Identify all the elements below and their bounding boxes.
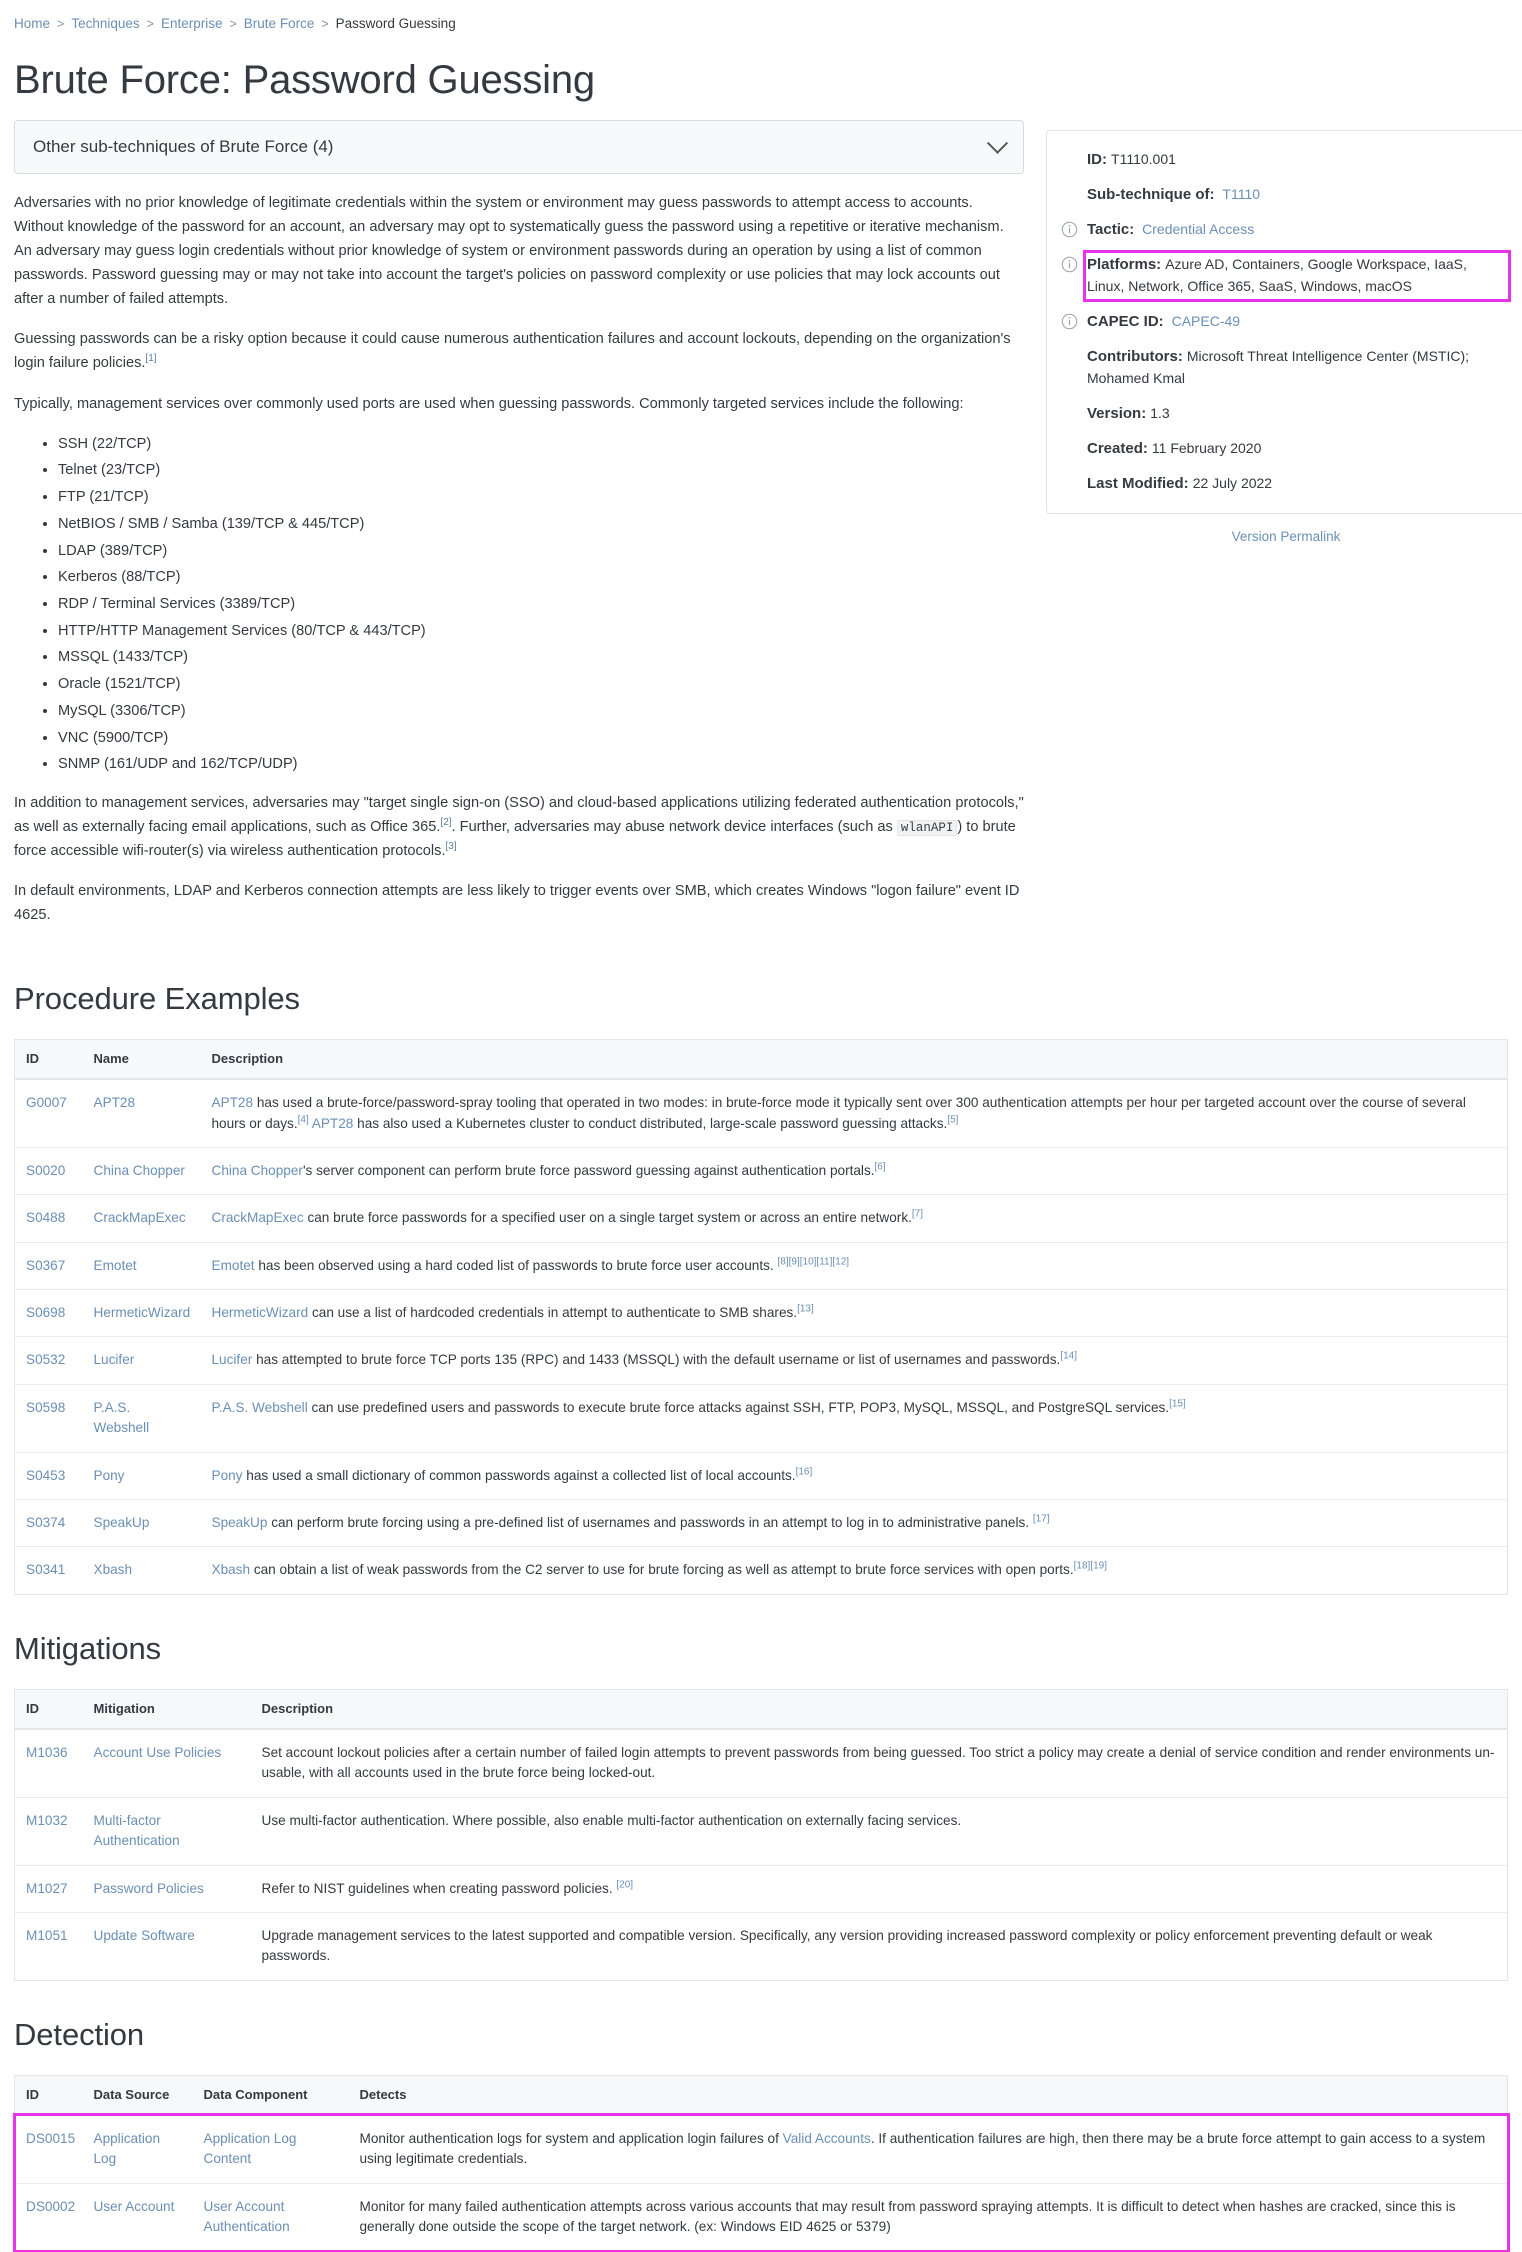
list-item: • Kerberos (88/TCP): [58, 567, 1024, 588]
cell-name: [83, 1290, 201, 1337]
list-item: • MSSQL (1433/TCP): [58, 647, 1024, 668]
page-title: Brute Force: Password Guessing: [14, 57, 595, 102]
inline-link[interactable]: HermeticWizard: [211, 1305, 309, 1321]
chevron-down-icon: [987, 132, 1008, 153]
citation-ref[interactable]: [7]: [911, 1208, 924, 1220]
description-text: has also used a Kubernetes cluster to conduct distributed, large-scale password guessing attacks.: [353, 1115, 948, 1131]
version-label: Version:: [1087, 405, 1147, 423]
contributors-value: Microsoft Threat Intelligence Center (MSTIC); Mohamed Kmal: [1087, 348, 1470, 387]
cell-id: [15, 1500, 83, 1547]
inline-link[interactable]: Lucifer: [211, 1352, 253, 1368]
description-paragraph-4-a: In addition to management services, adversaries may "target single sign-on (SSO) and cloud-based applications utilizing federated authentication protocols," as well as externally facing email applications, such as Office 365.: [14, 795, 1024, 835]
citation-ref[interactable]: [18][19]: [1073, 1560, 1107, 1572]
description-paragraph-3: Typically, management services over commonly used ports are used when guessing passwords. Commonly targeted services include the following:: [14, 395, 964, 412]
procedure-name-link[interactable]: SpeakUp: [93, 1515, 150, 1531]
platforms-value: Azure AD, Containers, Google Workspace, IaaS, Linux, Network, Office 365, SaaS, Windows, macOS: [1087, 256, 1467, 295]
cell-data-source: [83, 2115, 193, 2183]
main-content: [14, 120, 1024, 945]
inline-link[interactable]: CrackMapExec: [211, 1210, 304, 1226]
list-item: • LDAP (389/TCP): [58, 541, 1024, 562]
column-header-id: ID: [15, 2075, 83, 2115]
cell-name: [83, 1729, 251, 1797]
cell-name: [83, 1912, 251, 1980]
platforms-label: Platforms:: [1087, 256, 1162, 274]
table-row: [15, 1290, 1508, 1337]
cell-id: [15, 1452, 83, 1499]
id-value: T1110.001: [1111, 151, 1176, 168]
cell-description: [251, 1865, 1508, 1912]
cell-description: [201, 1079, 1508, 1147]
procedure-id-link[interactable]: S0367: [26, 1257, 66, 1273]
column-header-id: ID: [15, 1040, 83, 1080]
description-text: 's server component can perform brute force password guessing against authentication portals.: [302, 1162, 875, 1178]
cell-description: [201, 1547, 1508, 1594]
cell-id: [15, 1865, 83, 1912]
cell-description: [201, 1452, 1508, 1499]
table-row: [15, 1547, 1508, 1594]
table-row: [15, 1912, 1508, 1980]
citation-ref[interactable]: [1]: [145, 353, 157, 365]
citation-ref[interactable]: [2]: [440, 816, 452, 828]
list-item: • MySQL (3306/TCP): [58, 701, 1024, 722]
cell-data-source: [83, 2183, 193, 2251]
procedure-id-link[interactable]: S0698: [26, 1305, 66, 1321]
capec-link[interactable]: CAPEC-49: [1171, 313, 1241, 330]
info-row-platforms: [1061, 254, 1507, 298]
citation-ref[interactable]: [13]: [797, 1303, 814, 1315]
info-row-id: [1061, 149, 1507, 171]
procedure-id-link[interactable]: S0598: [26, 1399, 66, 1415]
table-row: [15, 1452, 1508, 1499]
breadcrumb-separator: >: [57, 16, 65, 31]
cell-description: [201, 1195, 1508, 1242]
subtechnique-of-label: Sub-technique of:: [1087, 186, 1215, 204]
datasource-link[interactable]: User Account: [93, 2198, 175, 2214]
table-row: [15, 2183, 1508, 2251]
column-header-name: Name: [83, 1040, 201, 1080]
cell-id: [15, 2183, 83, 2251]
citation-ref[interactable]: [8][9][10][11][12]: [777, 1256, 850, 1268]
mitigation-name-link[interactable]: Password Policies: [93, 1880, 204, 1896]
cell-detects: [349, 2115, 1508, 2183]
cell-description: [201, 1337, 1508, 1384]
description-text: can brute force passwords for a specified user on a single target system or across an entire network.: [303, 1210, 912, 1226]
spacer: [1061, 438, 1087, 440]
procedure-name-link[interactable]: Pony: [93, 1467, 125, 1483]
procedure-name-link[interactable]: HermeticWizard: [93, 1305, 191, 1321]
tactic-label: Tactic:: [1087, 221, 1135, 239]
detection-table: [14, 2075, 1508, 2252]
citation-ref[interactable]: [15]: [1169, 1398, 1186, 1410]
cell-name: [83, 1147, 201, 1194]
cell-name: [83, 1079, 201, 1147]
procedure-id-link[interactable]: S0374: [26, 1515, 66, 1531]
mitigation-name-link[interactable]: Multi-factor Authentication: [93, 1812, 180, 1849]
mitigations-table: [14, 1689, 1508, 1981]
list-item: • Oracle (1521/TCP): [58, 674, 1024, 695]
created-label: Created:: [1087, 440, 1148, 458]
spacer: [1061, 149, 1087, 151]
table-row: [15, 1147, 1508, 1194]
contributors-label: Contributors:: [1087, 348, 1183, 366]
spacer: [1061, 473, 1087, 475]
info-row-capec: [1061, 311, 1507, 333]
description-text: Set account lockout policies after a certain number of failed login attempts to prevent passwords from being guessed. Too strict a policy may create a denial of service condition and render environments un-usable, with all accounts used in the brute force being locked-out.: [261, 1745, 1495, 1781]
breadcrumb-item-enterprise[interactable]: Enterprise: [160, 16, 223, 31]
cell-data-component: [193, 2115, 349, 2183]
platforms-highlight: [1087, 254, 1507, 298]
procedure-name-link[interactable]: Emotet: [93, 1257, 137, 1273]
list-item: • HTTP/HTTP Management Services (80/TCP & 443/TCP): [58, 621, 1024, 642]
info-row-created: [1061, 438, 1507, 460]
table-row: [15, 1797, 1508, 1865]
list-item: • FTP (21/TCP): [58, 487, 1024, 508]
cell-description: [201, 1290, 1508, 1337]
description-text: has been observed using a hard coded list of passwords to brute force user accounts.: [254, 1257, 778, 1273]
list-item: • SSH (22/TCP): [58, 434, 1024, 455]
cell-id: [15, 1195, 83, 1242]
cell-description: [201, 1147, 1508, 1194]
column-header-description: Description: [251, 1689, 1508, 1729]
info-circle-icon[interactable]: [1061, 219, 1087, 238]
description-paragraph-2-text: Guessing passwords can be a risky option because it could cause numerous authentication failures and account lockouts, depending on the organization's login failure policies.: [14, 331, 1011, 372]
targeted-services-list: [14, 434, 1024, 775]
table-header-row: [15, 1689, 1508, 1729]
breadcrumb-separator: >: [146, 16, 154, 31]
spacer: [1061, 403, 1087, 405]
breadcrumb-separator: >: [229, 16, 237, 31]
cell-description: [251, 1729, 1508, 1797]
column-header-detects: Detects: [349, 2075, 1508, 2115]
description-text: can use predefined users and passwords to execute brute force attacks against SSH, FTP, POP3, MySQL, MSSQL, and PostgreSQL services.: [307, 1399, 1170, 1415]
info-row-contributors: [1061, 346, 1507, 390]
table-row: [15, 2115, 1508, 2183]
description-paragraph-4: [14, 792, 1024, 863]
cell-name: [83, 1195, 201, 1242]
description-paragraph-2: [14, 328, 1024, 376]
cell-id: [15, 1337, 83, 1384]
cell-description: [201, 1384, 1508, 1452]
list-item: • VNC (5900/TCP): [58, 728, 1024, 749]
info-row-subtechnique-of: [1061, 184, 1507, 206]
table-row: [15, 1500, 1508, 1547]
mitigation-name-link[interactable]: Update Software: [93, 1927, 195, 1943]
description-text: Refer to NIST guidelines when creating password policies.: [261, 1880, 617, 1896]
mitigations-heading: Mitigations: [14, 1630, 162, 1666]
detects-text-b: . If authentication failures are high, then there may be a brute force attempt to gain access to a system using legitimate credentials.: [359, 2130, 1486, 2167]
cell-id: [15, 1079, 83, 1147]
table-row: [15, 1242, 1508, 1289]
procedure-id-link[interactable]: S0341: [26, 1562, 66, 1578]
info-row-last-modified: [1061, 473, 1507, 495]
version-permalink-wrap: [1046, 527, 1522, 548]
cell-description: [251, 1797, 1508, 1865]
mitigation-id-link[interactable]: M1051: [26, 1927, 68, 1943]
procedure-id-link[interactable]: S0453: [26, 1467, 66, 1483]
procedure-id-link[interactable]: S0020: [26, 1162, 66, 1178]
procedure-id-link[interactable]: S0488: [26, 1210, 66, 1226]
spacer: [1061, 184, 1087, 186]
technique-description: [14, 192, 1024, 928]
inline-link[interactable]: SpeakUp: [211, 1515, 268, 1531]
description-text: has used a small dictionary of common passwords against a collected list of local accounts.: [242, 1467, 796, 1483]
datasource-link[interactable]: Application Log: [93, 2130, 161, 2167]
description-text: Upgrade management services to the latest supported and compatible version. Specifically, any version providing increased password complexity or policy enforcement preventing default or weak passwords.: [261, 1927, 1433, 1964]
breadcrumb: [14, 10, 1508, 43]
citation-ref[interactable]: [20]: [616, 1879, 634, 1891]
subtechnique-of-link[interactable]: T1110: [1222, 186, 1261, 203]
cell-description: [201, 1242, 1508, 1289]
detects-text-a: Monitor authentication logs for system and application login failures of: [359, 2130, 783, 2146]
table-row: [15, 1079, 1508, 1147]
procedure-name-link[interactable]: Xbash: [93, 1562, 133, 1578]
description-text: Use multi-factor authentication. Where possible, also enable multi-factor authentication on externally facing services.: [261, 1812, 962, 1828]
citation-ref[interactable]: [6]: [874, 1161, 886, 1173]
table-row: [15, 1384, 1508, 1452]
breadcrumb-separator: >: [321, 16, 329, 31]
table-header-row: [15, 1040, 1508, 1080]
list-item: • Telnet (23/TCP): [58, 460, 1024, 481]
description-text: has attempted to brute force TCP ports 135 (RPC) and 1433 (MSSQL) with the default username or list of usernames and passwords.: [252, 1352, 1061, 1368]
procedure-examples-table: [14, 1039, 1508, 1595]
procedure-id-link[interactable]: G0007: [26, 1095, 67, 1111]
table-row: [15, 1865, 1508, 1912]
datasource-id-link[interactable]: DS0002: [26, 2198, 76, 2214]
procedure-id-link[interactable]: S0532: [26, 1352, 66, 1368]
column-header-data-source: Data Source: [83, 2075, 193, 2115]
other-subtechniques-dropdown[interactable]: [14, 120, 1024, 174]
description-paragraph-4-c: ) to brute force accessible wifi-router(s) via wireless authentication protocols.: [14, 818, 1016, 859]
technique-info-sidebar: [1046, 120, 1522, 548]
inline-link[interactable]: Xbash: [211, 1562, 251, 1578]
last-modified-label: Last Modified:: [1087, 475, 1189, 493]
inline-link[interactable]: APT28: [311, 1115, 354, 1131]
procedure-name-link[interactable]: Lucifer: [93, 1352, 135, 1368]
tactic-link[interactable]: Credential Access: [1142, 221, 1255, 238]
column-header-data-component: Data Component: [193, 2075, 349, 2115]
detection-body-highlight: [15, 2115, 1508, 2251]
cell-name: [83, 1337, 201, 1384]
cell-name: [83, 1242, 201, 1289]
id-label: ID:: [1087, 151, 1107, 169]
info-circle-icon[interactable]: [1061, 311, 1087, 330]
capec-label: CAPEC ID:: [1087, 313, 1164, 331]
spacer: [1061, 346, 1087, 348]
citation-ref[interactable]: [3]: [445, 840, 457, 852]
cell-id: [15, 1729, 83, 1797]
procedure-examples-heading: Procedure Examples: [14, 980, 300, 1016]
info-row-tactic: [1061, 219, 1507, 241]
cell-description: [201, 1500, 1508, 1547]
cell-id: [15, 1547, 83, 1594]
breadcrumb-item-current: Password Guessing: [335, 16, 456, 31]
cell-id: [15, 1384, 83, 1452]
citation-ref[interactable]: [5]: [947, 1114, 959, 1125]
inline-link[interactable]: APT28: [211, 1095, 254, 1111]
list-item: • NetBIOS / SMB / Samba (139/TCP & 445/TCP): [58, 514, 1024, 535]
table-row: [15, 1729, 1508, 1797]
description-text: can use a list of hardcoded credentials in attempt to authenticate to SMB shares.: [308, 1305, 798, 1321]
cell-id: [15, 1147, 83, 1194]
list-item: • SNMP (161/UDP and 162/TCP/UDP): [58, 754, 1024, 775]
cell-detects: [349, 2183, 1508, 2251]
description-text: has used a brute-force/password-spray tooling that operated in two modes: in brute-force mode it typically sent over 300 authentication attempts per hour per targeted account over the course of several hours or days.: [211, 1095, 1466, 1131]
column-header-description: Description: [201, 1040, 1508, 1080]
cell-id: [15, 1242, 83, 1289]
mitigation-id-link[interactable]: M1032: [26, 1812, 68, 1828]
datacomponent-link[interactable]: User Account Authentication: [203, 2198, 290, 2235]
description-paragraph-4-b: . Further, adversaries may abuse network device interfaces (such as: [451, 818, 897, 835]
table-row: [15, 1337, 1508, 1384]
detects-text-a: Monitor for many failed authentication attempts across various accounts that may result from password spraying attempts. It is difficult to detect when hashes are cracked, since this is generally done outside the scope of the target network. (ex: Windows EID 4625 or 5379): [359, 2198, 1456, 2235]
inline-link[interactable]: P.A.S. Webshell: [211, 1399, 308, 1415]
citation-ref[interactable]: [14]: [1060, 1350, 1077, 1362]
info-circle-icon[interactable]: [1061, 254, 1087, 273]
mitigation-name-link[interactable]: Account Use Policies: [93, 1745, 222, 1761]
datacomponent-link[interactable]: Application Log Content: [203, 2130, 297, 2167]
description-paragraph-1: Adversaries with no prior knowledge of legitimate credentials within the system or environment may guess passwords to attempt access to accounts. Without knowledge of the password for an account, an adversary may opt to systematically guess the password using a repetitive or iterative mechanism. An adversary may guess login credentials without prior knowledge of system or environment passwords during an operation by using a list of common passwords. Password guessing may or may not take into account the target's policies on password complexity or use policies that may lock accounts out after a number of failed attempts.: [14, 195, 1004, 307]
cell-description: [251, 1912, 1508, 1980]
description-paragraph-5: In default environments, LDAP and Kerberos connection attempts are less likely to trigger events over SMB, which creates Windows "logon failure" event ID 4625.: [14, 883, 1020, 924]
column-header-mitigation: Mitigation: [83, 1689, 251, 1729]
inline-link[interactable]: Pony: [211, 1467, 243, 1483]
wlanapi-code: wlanAPI: [897, 820, 958, 836]
breadcrumb-item-techniques[interactable]: Techniques: [71, 16, 140, 31]
other-subtechniques-label: Other sub-techniques of Brute Force (4): [33, 137, 334, 157]
technique-info-card: [1046, 130, 1522, 514]
procedure-examples-body: [15, 1079, 1508, 1594]
table-row: [15, 1195, 1508, 1242]
version-permalink-link[interactable]: Version Permalink: [1231, 529, 1341, 545]
description-text: can perform brute forcing using a pre-defined list of usernames and passwords in an attempt to log in to administrative panels.: [267, 1515, 1033, 1531]
mitigation-id-link[interactable]: M1036: [26, 1745, 68, 1761]
table-header-row: [15, 2075, 1508, 2115]
citation-ref[interactable]: [17]: [1032, 1513, 1050, 1525]
created-value: 11 February 2020: [1151, 440, 1262, 457]
version-value: 1.3: [1150, 405, 1170, 422]
procedure-name-link[interactable]: P.A.S. Webshell: [93, 1399, 150, 1436]
cell-name: [83, 1384, 201, 1452]
list-item: • RDP / Terminal Services (3389/TCP): [58, 594, 1024, 615]
procedure-name-link[interactable]: CrackMapExec: [93, 1210, 186, 1226]
procedure-name-link[interactable]: China Chopper: [93, 1162, 185, 1178]
cell-name: [83, 1500, 201, 1547]
cell-name: [83, 1452, 201, 1499]
procedure-name-link[interactable]: APT28: [93, 1095, 136, 1111]
column-header-id: ID: [15, 1689, 83, 1729]
inline-link[interactable]: China Chopper: [211, 1162, 303, 1178]
cell-name: [83, 1547, 201, 1594]
inline-link[interactable]: Valid Accounts: [782, 2130, 871, 2146]
breadcrumb-item-home[interactable]: Home: [14, 16, 51, 31]
cell-id: [15, 1797, 83, 1865]
cell-id: [15, 1912, 83, 1980]
info-row-version: [1061, 403, 1507, 425]
cell-data-component: [193, 2183, 349, 2251]
breadcrumb-item-brute-force[interactable]: Brute Force: [243, 16, 315, 31]
cell-id: [15, 1290, 83, 1337]
description-text: can obtain a list of weak passwords from the C2 server to use for brute forcing as well as attempt to brute force services with open ports.: [250, 1562, 1074, 1578]
mitigation-id-link[interactable]: M1027: [26, 1880, 68, 1896]
mitigations-body: [15, 1729, 1508, 1980]
citation-ref[interactable]: [16]: [795, 1466, 813, 1478]
datasource-id-link[interactable]: DS0015: [26, 2130, 76, 2146]
cell-id: [15, 2115, 83, 2183]
citation-ref[interactable]: [4]: [297, 1114, 309, 1125]
cell-name: [83, 1797, 251, 1865]
inline-link[interactable]: Emotet: [211, 1257, 255, 1273]
last-modified-value: 22 July 2022: [1192, 475, 1273, 492]
cell-name: [83, 1865, 251, 1912]
detection-heading: Detection: [14, 2016, 145, 2052]
